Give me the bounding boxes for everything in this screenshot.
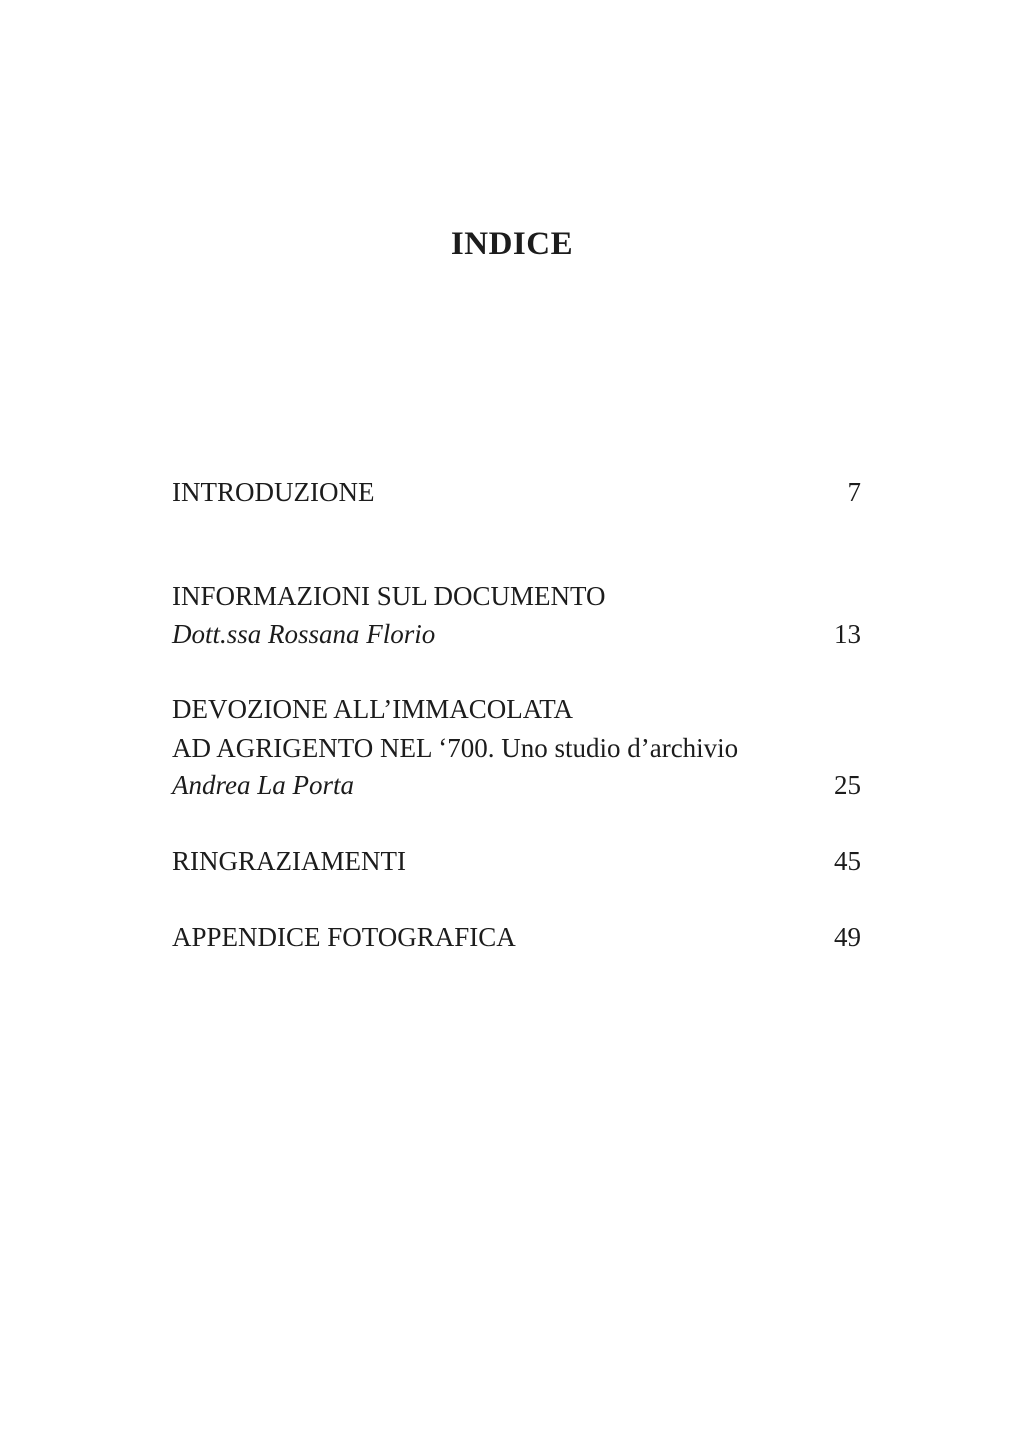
toc-entry-page-number: 49	[834, 922, 861, 952]
toc-entry-title: APPENDICE FOTOGRAFICA	[172, 922, 516, 952]
toc-entry-title: INTRODUZIONE	[172, 477, 375, 507]
toc-entry-page-number: 25	[834, 770, 861, 800]
page-title: INDICE	[450, 226, 574, 262]
toc-entry-author: Andrea La Porta	[172, 770, 354, 800]
toc-entry-title: DEVOZIONE ALL’IMMACOLATA	[172, 694, 574, 724]
toc-entry-page-number: 45	[834, 846, 861, 876]
toc-entry-title: INFORMAZIONI SUL DOCUMENTO	[172, 581, 606, 611]
toc-entry-page-number: 7	[847, 477, 861, 507]
toc-entry-author: Dott.ssa Rossana Florio	[172, 619, 436, 649]
toc-entry-title-continued: AD AGRIGENTO NEL ‘700. Uno studio d’archivio	[172, 733, 739, 763]
toc-entry-page-number: 13	[834, 619, 861, 649]
toc-entry-title: RINGRAZIAMENTI	[172, 846, 406, 876]
